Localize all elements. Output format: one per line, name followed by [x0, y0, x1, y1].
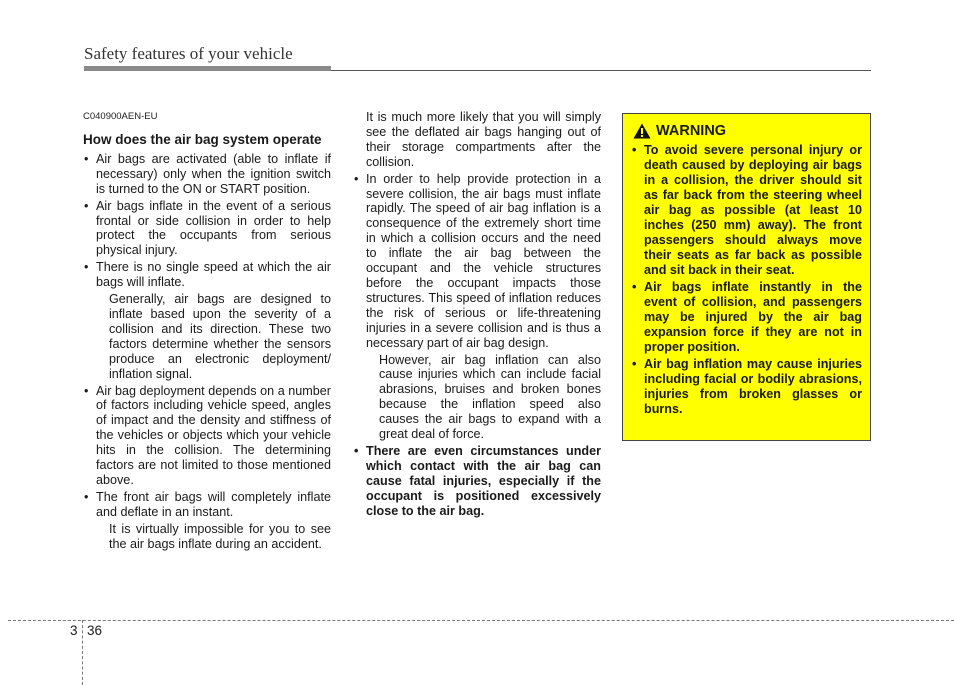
- header-rule-thin: [331, 70, 871, 71]
- header-title: Safety features of your vehicle: [84, 44, 293, 63]
- section-heading: How does the air bag system operate: [83, 131, 322, 147]
- page-number: 36: [87, 623, 103, 638]
- warning-triangle-icon: [633, 123, 651, 139]
- footer-divider: [8, 620, 954, 621]
- list-item-text: The front air bags will completely inflate and deflate in an instant.: [96, 489, 331, 519]
- bullet-list: [83, 152, 331, 552]
- list-item-continuation: It is virtually impossible for you to see the air bags inflate during an accident.: [109, 521, 331, 551]
- list-item-continuation: Generally, air bags are designed to inflate based upon the severity of a collision and its direction. These two factors determine whether the sensors produce an electronic deployment/ inflation signal.: [109, 292, 331, 381]
- list-item-continuation: However, air bag inflation can also cause injuries which can include facial abrasions, bruises and broken bones because the inflation speed also causes the air bags to expand with a great deal of force.: [379, 352, 601, 442]
- warning-item: • Air bag inflation may cause injuries including facial or bodily abrasions, injuries from broken glasses or burns.: [631, 357, 862, 417]
- chapter-number: 3: [70, 623, 78, 638]
- warning-item: • Air bags inflate instantly in the event of collision, and passengers may be injured by the air bag expansion force if they are not in proper position.: [631, 280, 862, 355]
- list-item: [83, 260, 331, 381]
- warning-title: [631, 123, 862, 139]
- warning-title-text: WARNING: [656, 123, 727, 139]
- bullet-list: [353, 172, 601, 519]
- list-item: [353, 172, 601, 442]
- warning-box: [622, 113, 871, 441]
- section-code: C040900AEN-EU: [83, 111, 158, 122]
- list-item-text: In order to help provide protection in a severe collision, the air bags must inflate rapidly. The speed of air bag inflation is a consequence of the extremely short time in which a collision occurs and the need to inflate the air bag between the occupant and the vehicle structures before the occupant impacts those structures. This speed of inflation reduces the risk of serious or life-threatening injuries in a severe collision and is thus a necessary part of air bag design.: [366, 171, 601, 350]
- footer-vertical-divider: [82, 620, 83, 685]
- list-item: • Air bag deployment depends on a number of factors including vehicle speed, angles of impact and the density and stiffness of the vehicles or objects which your vehicle hits in the collision. The determining factors are not limited to those mentioned above.: [83, 384, 331, 488]
- column-left: [83, 110, 331, 553]
- list-item: • Air bags are activated (able to inflate if necessary) only when the ignition switch is turned to the ON or START position.: [83, 152, 331, 197]
- column-middle: [353, 110, 601, 520]
- paragraph: It is much more likely that you will simply see the deflated air bags hanging out of their storage compartments after the collision.: [366, 110, 601, 169]
- list-item: • Air bags inflate in the event of a serious frontal or side collision in order to help protect the occupants from serious physical injury.: [83, 199, 331, 259]
- warning-item: • To avoid severe personal injury or death caused by deploying air bags in a collision, the driver should sit as far back from the steering wheel air bag as possible (at least 10 inches (250 mm) away). The front passengers should always move their seats as far back as possible and sit back in their seat.: [631, 143, 862, 278]
- list-item: [83, 490, 331, 552]
- header-rule-thick: [84, 66, 331, 71]
- warning-list: [631, 143, 862, 417]
- list-item-text: There is no single speed at which the air bags will inflate.: [96, 260, 331, 290]
- list-item-bold: • There are even circumstances under which contact with the air bag can cause fatal injuries, especially if the occupant is positioned excessively close to the air bag.: [353, 444, 601, 519]
